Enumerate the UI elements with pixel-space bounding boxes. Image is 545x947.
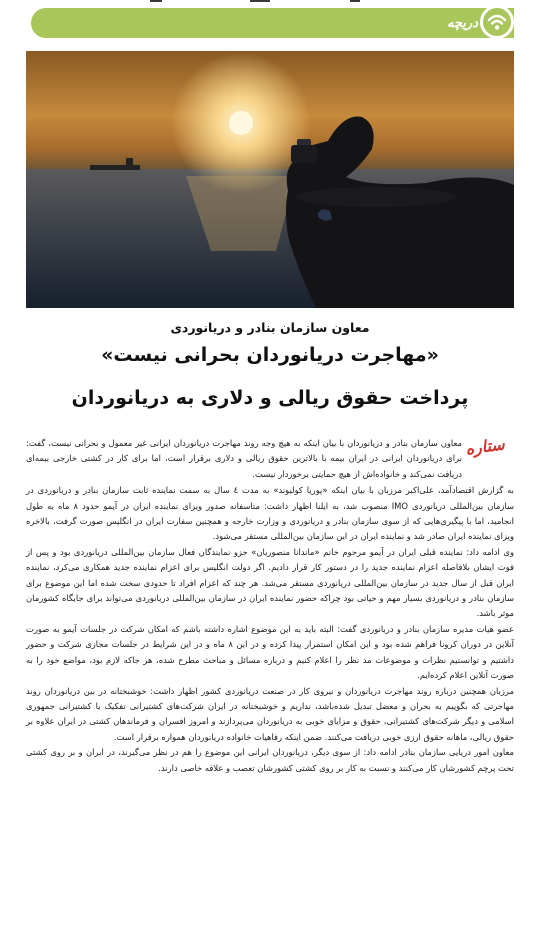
article-paragraph-5: مرزبان همچنین درباره روند مهاجرت دریانوردان و نیروی کار در صنعت دریانوردی کشور اظهار داشت: خوشبختانه در بین دریانوردان روند مهاجرتی که بگوییم به بحران و معضل تبدیل شده‌باشد، نداریم و خوشبختانه در ایران شرکت‌های کشتیرانی تفکیک یا کشتیرانی جمهوری اسلامی و دیگر شرکت‌های کشتیرانی، حقوق و مزایای خوبی به دریانوردان می‌پردازند و امروز افسران و فرماندهان کشتی در ایران علاوه بر حقوق ریالی، ماهانه حقوق ارزی خوبی دریافت می‌کنند. ضمن اینکه رفاهیات خانواده دریانوردان همواره برقرار است. (26, 685, 514, 742)
article-paragraph-6: معاون امور دریایی سازمان بنادر ادامه داد: از سوی دیگر، دریانوردان ایرانی این موضوع را هم در نظر می‌گیرند، در ایران و بر روی کشتی تحت پرچم کشورشان کار می‌کنند و نسبت به کار بر روی کشتی کشورشان تعصب و علاقه خاصی دارند. (26, 747, 514, 773)
article-paragraph-1: معاون سازمان بنادر و دریانوردان با بیان اینکه به هیچ وجه روند مهاجرت دریانوردان ایرانی غیر معمول و بحرانی نیست، گفت: برای دریانوردان ایرانی در ایران بیمه با بالاترین حقوق ریالی و دلاری برقرار است، اما برای کار در کشتی خارجی بیمه‌ای دریافت نمی‌کند و خانواده‌اش از هیچ حمایتی برخوردار نیست. (26, 438, 462, 479)
article-paragraph-3: وی ادامه داد: نماینده قبلی ایران در آیمو مرحوم خانم «ماندانا منصوریان» جزو نمایندگان فعال سازمان بین‌المللی دریانوردی بود و پس از فوت ایشان بلافاصله اعزام نماینده جدید را در دستور کار قرار دادیم. اگر دولت انگلیس برای اعزام نماینده جدید همکاری می‌کرد، نماینده ایران قبل از سال جدید در سازمان بین‌المللی دریانوردی مستقر می‌شد. هر چند که اعزام افراد تا حدودی سخت شده اما این موضوع برای سازمان بنادر و دریانوردی بسیار مهم و حیاتی بود چراکه حضور نماینده ایران در سازمان بین‌المللی دریانوردی می‌تواند برای جایگاه کشورمان موثر باشد. (26, 546, 514, 619)
byline-logo: ستاره (464, 434, 506, 459)
article-paragraph-2: به گزارش اقتصادآمد، علی‌اکبر مرزبان با بیان اینکه «پوریا کولیوند» به مدت ٤ سال به سمت نماینده ثابت سازمان بنادر و دریانوردی در سازمان بین‌المللی دریانوردی IMO منصوب شد، به ایلنا اظهار داشت: متاسفانه صدور ویزای نماینده ایران در آیمو حدود ٨ ماه به طول انجامید، اما با پیگیری‌هایی که از سوی سازمان بنادر و دریانوردی و وزارت خارجه و همچنین سفارت ایران در انگلیس صورت گرفت، بالاخره ویزای نماینده ایران صادر شد و نماینده ایران در این سازمان بین‌المللی مستقر می‌شود. (26, 485, 515, 542)
man-with-binoculars-at-sunset-icon (26, 51, 514, 308)
wifi-icon (480, 5, 514, 39)
headline-line-1: «مهاجرت دریانوردان بحرانی نیست» (101, 344, 439, 366)
article-body (26, 436, 514, 776)
article-kicker: معاون سازمان بنادر و دریانوردی (170, 320, 370, 335)
section-header-bar (31, 8, 514, 38)
headline-line-2: پرداخت حقوق ریالی و دلاری به دریانوردان (71, 387, 469, 409)
section-label: دریچه (446, 15, 478, 31)
article-photo (26, 51, 514, 308)
top-edge-strip (0, 0, 545, 8)
article-paragraph-4: عضو هیات مدیره سازمان بنادر و دریانوردی گفت: البته باید به این موضوع اشاره داشته باشم که امکان شرکت در جلسات آیمو به صورت آنلاین در دوران کرونا فراهم شده بود و این امکان استمرار پیدا کرده و در این ٨ ماه و در این شرایط در جلسات مجازی شرکت و حضور داشتیم و توانستیم نظرات و موضوعات مد نظر را اعلام کنیم و درباره مسائل و مباحث مطرح شده، هر جاکه لازم بود، مواضع خود را به صورت آنلاین اعلام کرده‌ایم. (26, 623, 514, 681)
